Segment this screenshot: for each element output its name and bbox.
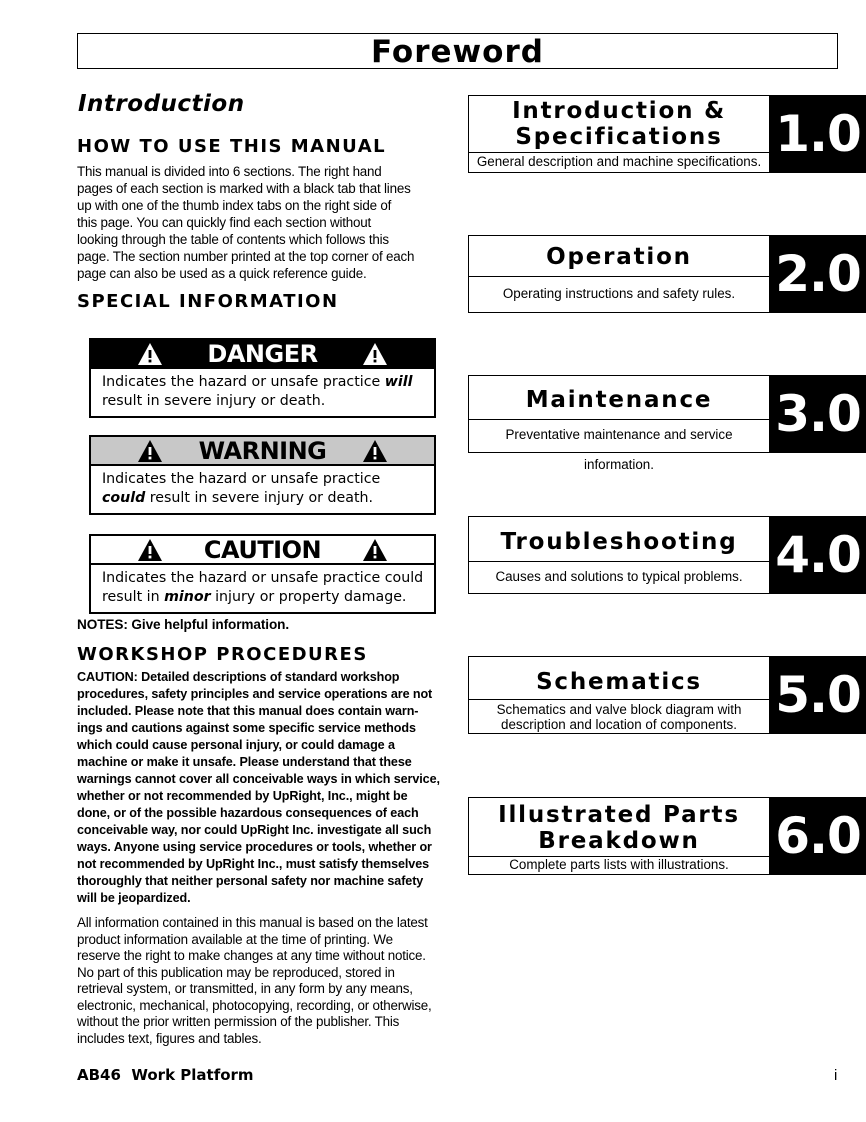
text-line: warnings cannot cover all conceivable ways in which service, [77,772,440,786]
text-span: Indicates the hazard or unsafe practice [102,374,385,390]
text-line: looking through the table of contents which follows this [77,232,389,247]
section-title: Troubleshooting [500,529,738,555]
text-line: Schematics and valve block diagram with [496,702,742,717]
workshop-procedures-heading: WORKSHOP PROCEDURES [77,644,368,665]
section-tab-5[interactable]: 5.0 [770,656,866,734]
warning-box [89,435,436,515]
text-line: All information contained in this manual is based on the latest [77,915,428,930]
text-line: thoroughly that neither personal safety nor machine safety [77,874,424,888]
danger-label: DANGER [207,339,318,368]
special-information-heading: SPECIAL INFORMATION [77,291,339,312]
caution-text [91,565,434,606]
text-line: includes text, figures and tables. [77,1030,262,1046]
text-line: reserve the right to make changes at any time without notice. [77,948,426,963]
how-to-use-text [77,163,457,282]
text-line: procedures, safety principles and service operations are not [77,687,433,701]
text-line: up with one of the thumb index tabs on the right side of [77,198,392,213]
warning-header [91,437,434,466]
text-line: Indicates the hazard or unsafe practice [102,471,381,487]
section-description [469,699,769,732]
text-line: machine or make it unsafe. Please understand that these [77,755,412,769]
caution-label: CAUTION [203,535,322,564]
text-line: Indicates the hazard or unsafe practice could [102,570,424,586]
text-line: CAUTION: Detailed descriptions of standard workshop [77,670,400,684]
section-illustrated-parts[interactable] [468,797,770,875]
text-line: will be jeopardized. [77,891,191,905]
section-title [469,798,769,856]
section-maintenance[interactable] [468,375,770,472]
text-span: result in [102,588,165,605]
section-description: General description and machine specifications. [469,152,769,172]
workshop-info-text [77,915,457,1047]
warning-triangle-icon [362,439,388,463]
text-line: page. The section number printed at the top corner of each [77,249,415,264]
warning-triangle-icon [362,342,388,366]
text-line: Illustrated Parts [498,802,740,828]
section-schematics[interactable] [468,656,770,734]
danger-box [89,338,436,418]
section-description: Complete parts lists with illustrations. [469,856,769,874]
emphasis: minor [164,588,211,605]
section-tab-3[interactable]: 3.0 [770,375,866,453]
page-title: Foreword [371,34,544,70]
caution-header [91,536,434,565]
caution-box [89,534,436,614]
section-title: Maintenance [525,387,713,413]
emphasis: will [384,374,413,390]
text-line: included. Please note that this manual does contain warn- [77,704,419,718]
text-line: ways. Anyone using service procedures or tools, whether or [77,840,432,854]
text-line: done, or of the possible hazardous consequences of each [77,806,419,820]
workshop-caution-text [77,669,457,907]
text-line: Introduction & [512,98,726,124]
notes-text: NOTES: Give helpful information. [77,617,290,632]
text-line: page can also be used as a quick reference guide. [77,266,367,281]
section-troubleshooting[interactable] [468,516,770,594]
text-line: Specifications [515,124,723,150]
text-line: whether or not recommended by UpRight, Inc., might be [77,789,408,803]
warning-triangle-icon [362,538,388,562]
section-tab-4[interactable]: 4.0 [770,516,866,594]
warning-triangle-icon [137,342,163,366]
text-line: result in severe injury or death. [102,392,326,409]
text-span: result in severe injury or death. [145,489,374,506]
danger-text [91,369,434,410]
text-line: without the prior written permission of the publisher. This [77,1014,400,1029]
section-operation[interactable] [468,235,770,313]
text-line: Breakdown [538,828,700,854]
text-line: which could cause personal injury, or could damage a [77,738,395,752]
danger-header [91,340,434,369]
warning-label: WARNING [198,436,327,465]
emphasis: could [102,489,146,506]
text-span: injury or property damage. [210,588,407,605]
text-line: conceivable way, nor could UpRight Inc. investigate all such [77,823,432,837]
section-title: Operation [546,244,692,270]
text-line: This manual is divided into 6 sections. The right hand [77,164,382,179]
text-line: pages of each section is marked with a black tab that lines [77,181,411,196]
text-line: electronic, mechanical, photocopying, recording, or otherwise, [77,997,432,1013]
section-description: Preventative maintenance and service information. [469,419,769,452]
section-description: Operating instructions and safety rules. [469,276,769,312]
text-line: retrieval system, or transmitted, in any form by any means, [77,981,413,996]
section-introduction[interactable] [468,95,770,173]
warning-text [91,466,434,507]
warning-triangle-icon [137,538,163,562]
text-line: No part of this publication may be reproduced, stored in [77,964,395,980]
section-tab-6[interactable]: 6.0 [770,797,866,875]
text-line: description and location of components. [501,717,737,732]
section-description: Causes and solutions to typical problems. [469,561,769,593]
section-title: Schematics [536,669,702,695]
how-to-use-heading: HOW TO USE THIS MANUAL [77,136,387,157]
section-tab-2[interactable]: 2.0 [770,235,866,313]
section-tab-1[interactable]: 1.0 [770,95,866,173]
warning-triangle-icon [137,439,163,463]
footer-product: AB46 Work Platform [77,1066,254,1084]
text-line: not recommended by UpRight Inc., must satisfy themselves [77,857,430,871]
text-line: product information available at the time of printing. We [77,931,393,947]
page-title-box [77,33,838,69]
text-line: ings and cautions against some specific service methods [77,721,416,735]
introduction-heading: Introduction [78,91,245,117]
page-number: i [834,1067,838,1084]
section-title [469,96,769,152]
text-line: this page. You can quickly find each section without [77,215,372,230]
